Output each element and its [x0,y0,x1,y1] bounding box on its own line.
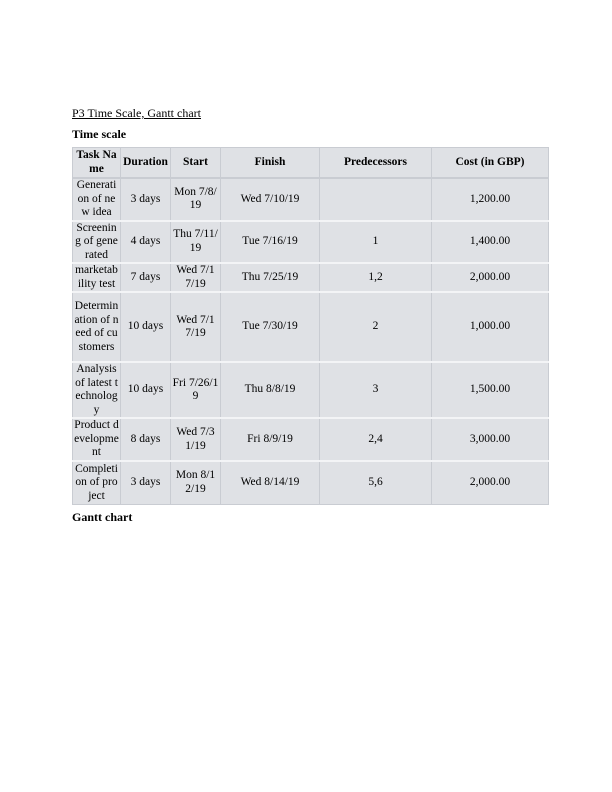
cell-finish: Wed 8/14/19 [221,461,320,504]
cell-task-name: Product development [73,418,121,461]
cell-cost: 3,000.00 [432,418,549,461]
cell-duration: 3 days [121,178,171,221]
cell-start: Wed 7/17/19 [171,263,221,292]
gantt-title: Gantt chart [72,510,133,524]
table-row [73,362,549,418]
cell-finish: Thu 7/25/19 [221,263,320,292]
cell-cost: 1,200.00 [432,178,549,221]
table-row [73,178,549,221]
table-header-row [73,148,549,179]
cell-cost: 1,500.00 [432,362,549,418]
header-predecessors: Predecessors [320,148,432,179]
cell-predecessors: 5,6 [320,461,432,504]
cell-duration: 8 days [121,418,171,461]
timescale-title: Time scale [72,127,127,141]
cell-finish: Wed 7/10/19 [221,178,320,221]
cell-duration: 4 days [121,221,171,264]
table-row [73,292,549,362]
cell-duration: 10 days [121,362,171,418]
cell-finish: Tue 7/16/19 [221,221,320,264]
cell-start: Mon 8/12/19 [171,461,221,504]
cell-cost: 1,000.00 [432,292,549,362]
cell-finish: Thu 8/8/19 [221,362,320,418]
cell-task-name: Determination of need of customers [73,292,121,362]
cell-start: Wed 7/17/19 [171,292,221,362]
cell-finish: Fri 8/9/19 [221,418,320,461]
cell-cost: 1,400.00 [432,221,549,264]
cell-cost: 2,000.00 [432,461,549,504]
cell-start: Thu 7/11/19 [171,221,221,264]
page-heading: P3 Time Scale, Gantt chart [72,106,201,120]
cell-predecessors: 3 [320,362,432,418]
cell-task-name: Completion of project [73,461,121,504]
table-row [73,461,549,504]
table-row [73,221,549,264]
cell-predecessors: 1 [320,221,432,264]
cell-duration: 10 days [121,292,171,362]
cell-duration: 7 days [121,263,171,292]
cell-start: Mon 7/8/19 [171,178,221,221]
cell-task-name: Generation of new idea [73,178,121,221]
header-finish: Finish [221,148,320,179]
cell-predecessors [320,178,432,221]
cell-task-name: marketability test [73,263,121,292]
cell-predecessors: 1,2 [320,263,432,292]
header-start: Start [171,148,221,179]
cell-finish: Tue 7/30/19 [221,292,320,362]
table-row [73,418,549,461]
header-task-name: Task Name [73,148,121,179]
header-duration: Duration [121,148,171,179]
cell-duration: 3 days [121,461,171,504]
cell-predecessors: 2,4 [320,418,432,461]
header-cost: Cost (in GBP) [432,148,549,179]
cell-start: Wed 7/31/19 [171,418,221,461]
cell-task-name: Analysis of latest technology [73,362,121,418]
cell-task-name: Screening of generated [73,221,121,264]
cell-cost: 2,000.00 [432,263,549,292]
cell-predecessors: 2 [320,292,432,362]
time-scale-table [72,147,549,505]
cell-start: Fri 7/26/19 [171,362,221,418]
table-row [73,263,549,292]
